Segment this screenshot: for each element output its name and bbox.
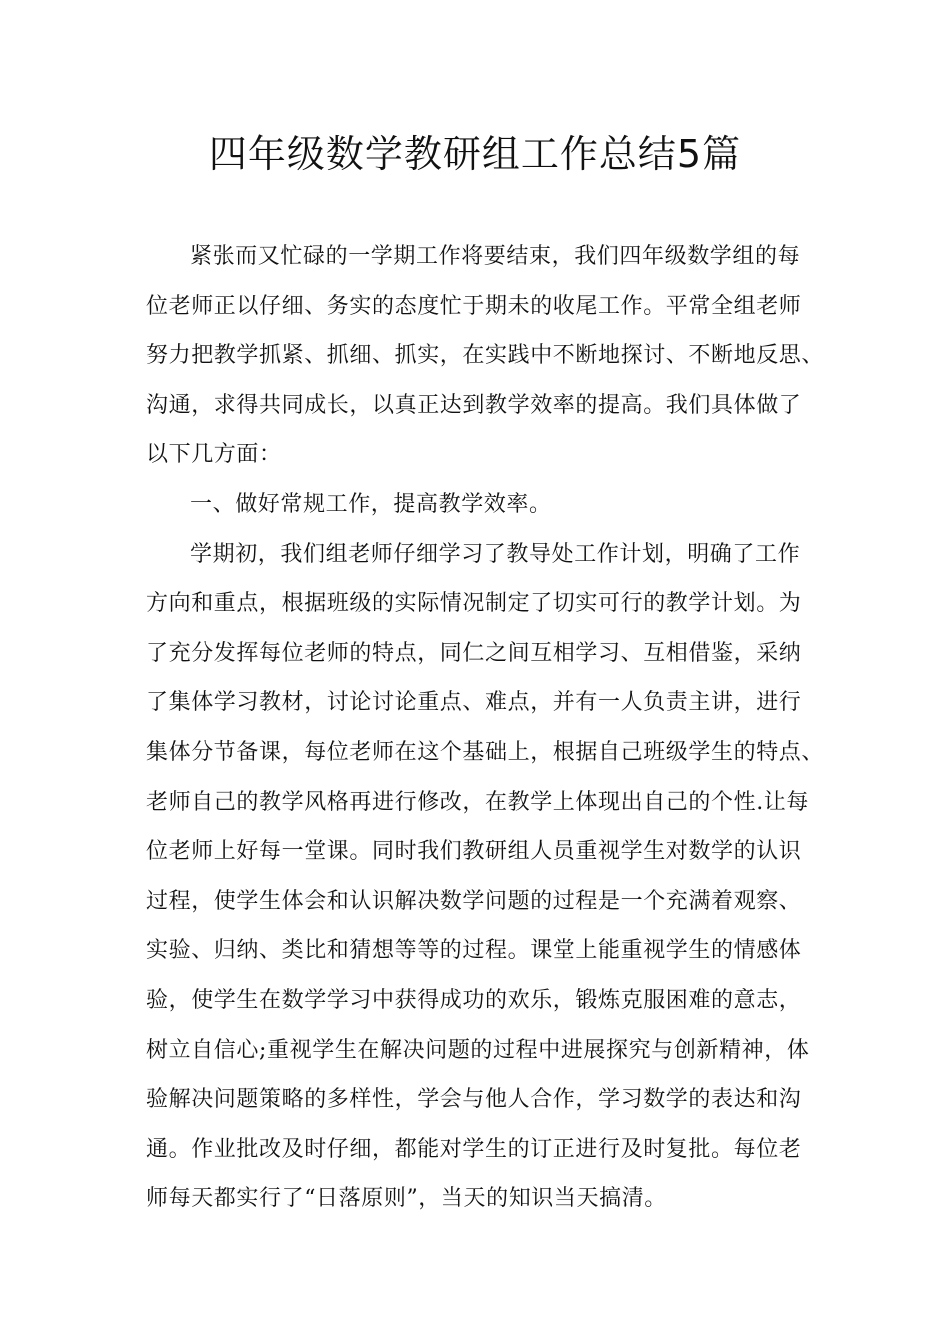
text-line: 了充分发挥每位老师的特点，同仁之间互相学习、互相借鉴，采纳 bbox=[146, 640, 802, 666]
text-line: 一、做好常规工作，提高教学效率。 bbox=[190, 491, 552, 517]
text-line: 位老师正以仔细、务实的态度忙于期未的收尾工作。平常全组老师 bbox=[146, 293, 802, 319]
text-line: 位老师上好每一堂课。同时我们教研组人员重视学生对数学的认识 bbox=[146, 839, 802, 865]
text-line: 通。作业批改及时仔细，都能对学生的订正进行及时复批。每位老 bbox=[146, 1136, 802, 1162]
text-line: 老师自己的教学风格再进行修改，在教学上体现出自己的个性.让每 bbox=[146, 789, 809, 815]
text-line: 努力把教学抓紧、抓细、抓实，在实践中不断地探讨、不断地反思、 bbox=[146, 343, 825, 369]
text-line: 过程，使学生体会和认识解决数学问题的过程是一个充满着观察、 bbox=[146, 888, 802, 914]
document-title: 四年级数学教研组工作总结5篇 bbox=[208, 132, 742, 176]
text-line: 了集体学习教材，讨论讨论重点、难点，并有一人负责主讲，进行 bbox=[146, 690, 802, 716]
text-line: 实验、归纳、类比和猜想等等的过程。课堂上能重视学生的情感体 bbox=[146, 938, 802, 964]
text-line: 学期初，我们组老师仔细学习了教导处工作计划，明确了工作 bbox=[190, 541, 801, 567]
text-line: 树立自信心;重视学生在解决问题的过程中进展探究与创新精神，体 bbox=[146, 1037, 810, 1063]
paragraph-intro bbox=[146, 232, 826, 480]
text-line: 沟通，求得共同成长，以真正达到教学效率的提高。我们具体做了 bbox=[146, 392, 802, 418]
text-line: 以下几方面： bbox=[146, 442, 282, 468]
text-line: 验，使学生在数学学习中获得成功的欢乐，锻炼克服困难的意志， bbox=[146, 987, 802, 1013]
document-body bbox=[146, 232, 826, 1224]
text-line: 方向和重点，根据班级的实际情况制定了切实可行的教学计划。为 bbox=[146, 591, 802, 617]
text-line: 师每天都实行了“日落原则”，当天的知识当天搞清。 bbox=[146, 1186, 667, 1212]
text-line: 紧张而又忙碌的一学期工作将要结束，我们四年级数学组的每 bbox=[190, 244, 801, 269]
section-heading bbox=[146, 480, 826, 530]
text-line: 验解决问题策略的多样性，学会与他人合作，学习数学的表达和沟 bbox=[146, 1087, 802, 1113]
paragraph-body bbox=[146, 530, 826, 1224]
text-line: 集体分节备课，每位老师在这个基础上，根据自己班级学生的特点、 bbox=[146, 739, 825, 765]
